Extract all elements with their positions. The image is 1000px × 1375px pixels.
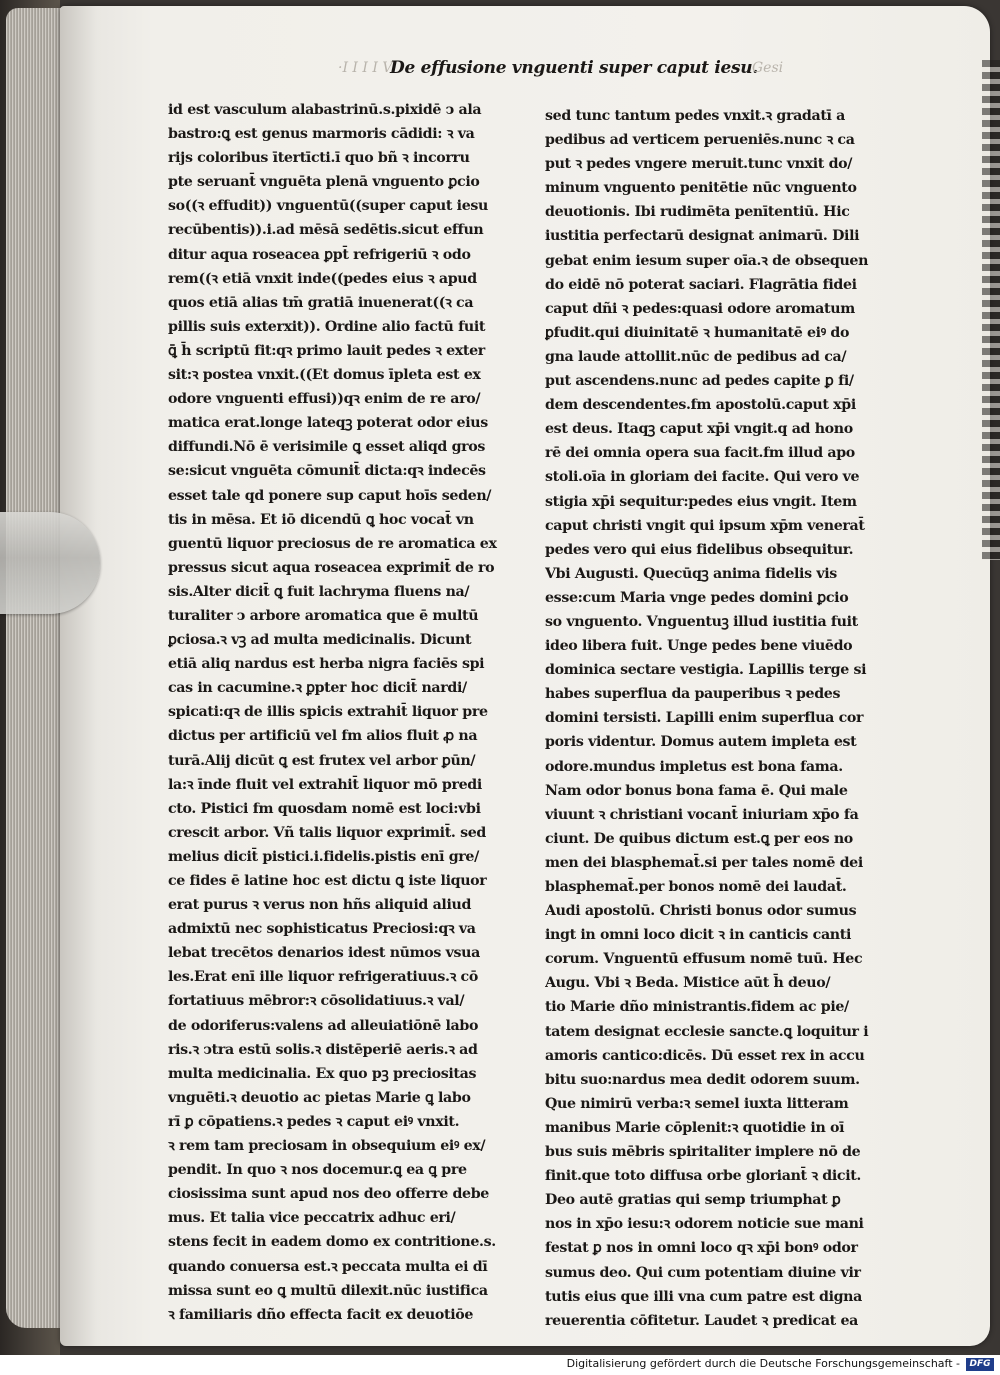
text-line: deuotionis. Ibi rudimēta penītentiū. Hic (545, 204, 850, 221)
text-column-right (545, 104, 907, 1333)
text-line: pendit. In quo ꝛ nos docemur.ꝗ ea ꝗ pre (168, 1162, 467, 1179)
text-line: spicati:qꝛ de illis spicis extrahit̄ liquor pre (168, 704, 488, 721)
text-line: multa medicinalia. Ex quo pꝫ preciositas (168, 1065, 477, 1082)
text-line: bastro:ꝗ est genus marmoris cādidi: ꝛ va (168, 126, 475, 143)
text-line: se:sicut vnguēta cōmunit̄ dicta:qꝛ indecēs (168, 463, 486, 480)
text-line: odore vnguenti effusi))qꝛ enim de re aro/ (168, 391, 481, 408)
text-line: pressus sicut aqua roseacea exprimit̄ de ro (168, 559, 495, 576)
text-line: iustitia perfectarū designat animarū. Dili (545, 228, 860, 245)
text-line: tis in mēsa. Et iō dicendū ꝗ hoc vocat̄ vn (168, 511, 474, 528)
text-line: crescit arbor. Vñ talis liquor exprimit̄. sed (168, 824, 486, 841)
text-line: so vnguento. Vnguentuꝫ illud iustitia fuit (545, 613, 858, 630)
text-line: habes superflua da pauperibus ꝛ pedes (545, 686, 841, 703)
text-line: stoli.oīa in gloriam dei facite. Qui vero ve (545, 469, 860, 486)
text-line: nos in xp̄o iesu:ꝛ odorem noticie sue mani (545, 1216, 864, 1233)
text-line: Vbi Augusti. Quecūqꝫ anima fidelis vis (545, 565, 837, 582)
text-line: dictus per artificiū vel fm alios fluit ꝓ na (168, 728, 478, 745)
text-line: do eidē nō poterat saciari. Flagrātia fidei (545, 276, 857, 293)
page-edges (6, 8, 64, 1328)
text-line: ꝑciosa.ꝛ vꝫ ad multa medicinalis. Dicunt (168, 632, 472, 649)
footer-bar (0, 1355, 1000, 1375)
text-line: est deus. Itaqꝫ caput xp̄i vngit.q ad hono (545, 421, 853, 438)
text-line: ꝗ̄ h̄ scriptū fit:qꝛ primo lauit pedes ꝛ exter (168, 342, 485, 359)
text-line: rijs coloribus ītertīcti.ī quo bñ ꝛ incorru (168, 150, 470, 167)
text-line: ditur aqua roseacea ꝑpt̄ refrigeriū ꝛ odo (168, 246, 471, 263)
text-line: turaliter ↄ arbore aromatica que ē multū (168, 607, 479, 624)
text-line: amoris cantico:dicēs. Dū esset rex in accu (545, 1047, 865, 1064)
text-line: sit:ꝛ postea vnxit.((Et domus īpleta est ex (168, 367, 481, 384)
text-line: guentū liquor preciosus de re aromatica ex (168, 535, 497, 552)
text-line: ris.ꝛ ↄtra estū solis.ꝛ distēperiē aeris.ꝛ ad (168, 1041, 478, 1058)
funding-notice: Digitalisierung gefördert durch die Deutsche Forschungsgemeinschaft - (566, 1357, 960, 1370)
text-line: blasphemat̄.per bonos nomē dei laudat̄. (545, 879, 847, 895)
text-line: pedibus ad verticem perueniēs.nunc ꝛ ca (545, 132, 855, 149)
text-line: missa sunt eo ꝗ multū dilexit.nūc iustifica (168, 1282, 488, 1299)
text-line: cto. Pistici fm quosdam nomē est loci:vbi (168, 800, 481, 817)
text-line: cas in cacumine.ꝛ ꝑpter hoc dicit̄ nardi/ (168, 680, 467, 697)
text-line: reuerentia cōfitetur. Laudet ꝛ predicat ea (545, 1312, 858, 1329)
text-line: tio Marie dño ministrantis.fidem ac pie/ (545, 999, 849, 1016)
text-line: rē dei omnia opera sua facit.fm illud apo (545, 445, 855, 462)
text-line: gna laude attollit.nūc de pedibus ad ca/ (545, 348, 847, 365)
text-line: diffundi.Nō ē verisimile ꝗ esset aliqd gros (168, 439, 486, 456)
text-line: poris videntur. Domus autem impleta est (545, 734, 857, 751)
text-line: domini tersisti. Lapilli enim superflua cor (545, 710, 864, 727)
text-line: lebat trecētos denarios idest nūmos vsua (168, 945, 480, 962)
text-line: tatem designat ecclesie sancte.ꝗ loquitur i (545, 1023, 869, 1040)
text-line: caput dñi ꝛ pedes:quasi odore aromatum (545, 300, 855, 317)
text-line: ciunt. De quibus dictum est.ꝗ per eos no (545, 830, 853, 847)
text-line: erat purus ꝛ verus non hñs aliquid aliud (168, 897, 472, 914)
text-line: men dei blasphemat̄.si per tales nomē dei (545, 854, 863, 871)
text-line: odore.mundus impletus est bona fama. (545, 758, 843, 775)
text-line: matica erat.longe lateqꝫ poterat odor eius (168, 415, 488, 432)
text-line: recūbentis)).i.ad mēsā sedētis.sicut effun (168, 222, 484, 239)
text-line: ciosissima sunt apud nos deo offerre debe (168, 1186, 489, 1203)
text-line: de odoriferus:valens ad alleuiatiōnē labo (168, 1017, 479, 1034)
text-line: Augu. Vbi ꝛ Beda. Mistice aūt h̄ deuo/ (545, 975, 831, 992)
text-line: ideo libera fuit. Unge pedes bene viuēdo (545, 638, 853, 655)
text-line: ꝑfudit.qui diuinitatē ꝛ humanitatē eiꝰ do (545, 324, 850, 341)
text-line: pillis suis exterxit)). Ordine alio factū fuit (168, 318, 486, 335)
text-line: esse:cum Maria vnge pedes domini ꝑcio (545, 589, 849, 606)
text-line: Nam odor bonus bona fama ē. Qui male (545, 782, 848, 799)
text-line: stens fecit in eadem domo ex contritione.s. (168, 1234, 496, 1251)
text-line: put ascendens.nunc ad pedes capite ꝑ fi/ (545, 373, 854, 390)
dfg-logo: DFG (966, 1358, 994, 1371)
text-line: ꝛ rem tam preciosam in obsequium eiꝰ ex/ (168, 1138, 486, 1155)
running-head: De effusione vnguenti super caput iesu. (390, 58, 758, 78)
text-line: festat ꝑ nos in omni loco qꝛ xp̄i bonꝰ odor (545, 1240, 858, 1257)
text-line: pte seruant̄ vnguēta plenā vnguento ꝑcio (168, 174, 480, 191)
text-line: id est vasculum alabastrinū.s.pixidē ↄ ala (168, 102, 482, 118)
text-line: Audi apostolū. Christi bonus odor sumus (545, 903, 857, 920)
text-line: sis.Alter dicit̄ ꝗ fuit lachryma fluens na/ (168, 583, 470, 600)
text-line: viuunt ꝛ christiani vocant̄ iniuriam xp̄o fa (545, 806, 859, 823)
text-line: finit.que toto diffusa orbe gloriant̄ ꝛ dicit. (545, 1168, 862, 1185)
text-line: dem descendentes.fm apostolū.caput xp̄i (545, 397, 856, 414)
text-line: melius dicit̄ pistici.i.fidelis.pistis enī gre/ (168, 848, 479, 865)
text-line: la:ꝛ īnde fluit vel extrahit̄ liquor mō predi (168, 776, 482, 793)
text-line: les.Erat enī ille liquor refrigeratiuus.ꝛ cō (168, 969, 478, 986)
text-line: bitu suo:nardus mea dedit odorem suum. (545, 1071, 860, 1088)
text-line: vnguēti.ꝛ deuotio ac pietas Marie ꝗ labo (168, 1089, 471, 1106)
text-line: etiā aliq nardus est herba nigra faciēs spi (168, 656, 485, 673)
text-line: esset tale qd ponere sup caput hoīs seden/ (168, 487, 492, 504)
text-line: turā.Alij dicūt ꝗ est frutex vel arbor ꝑūn/ (168, 752, 476, 769)
text-line: Deo autē gratias qui semp triumphat ꝑ (545, 1192, 841, 1209)
text-line: bus suis mēbris spiritaliter implere nō de (545, 1144, 861, 1161)
text-line: mus. Et talia vice peccatrix adhuc eri/ (168, 1210, 456, 1227)
text-line: gebat enim iesum super oīa.ꝛ de obsequen (545, 252, 869, 269)
text-line: manibus Marie cōplenit:ꝛ quotidie in oī (545, 1119, 845, 1136)
text-line: quando conuersa est.ꝛ peccata multa ei dī (168, 1258, 488, 1275)
facing-page-edge (982, 60, 1000, 560)
text-line: caput christi vngit qui ipsum xp̄m venerat̄ (545, 517, 865, 534)
text-line: rī ꝑ cōpatiens.ꝛ pedes ꝛ caput eiꝰ vnxit. (168, 1113, 460, 1130)
show-through-text-left: ·I I I I V· (338, 60, 397, 76)
text-line: minum vnguento penitētie nūc vnguento (545, 180, 857, 197)
text-line: sumus deo. Qui cum potentiam diuine vir (545, 1264, 861, 1281)
text-line: ꝛ familiaris dño effecta facit ex deuotiōe (168, 1306, 474, 1323)
text-line: dominica sectare vestigia. Lapillis terge si (545, 662, 867, 679)
show-through-text-right: Gesi (752, 60, 784, 76)
text-column-left (168, 98, 538, 1327)
text-line: put ꝛ pedes vngere meruit.tunc vnxit do/ (545, 156, 853, 173)
text-line: Que nimirū verba:ꝛ semel iuxta litteram (545, 1095, 849, 1112)
text-line: tutis eius que illi vna cum patre est digna (545, 1288, 862, 1305)
text-line: stigia xp̄i sequitur:pedes eius vngit. Item (545, 493, 857, 510)
text-line: admixtū nec sophisticatus Preciosi:qꝛ va (168, 921, 476, 938)
text-line: corum. Vnguentū effusum nomē tuū. Hec (545, 951, 863, 968)
text-line: quos etiā alias tm̄ gratiā inuenerat((ꝛ ca (168, 294, 474, 311)
page-clip (0, 512, 100, 614)
text-line: ce fides ē latine hoc est dictu ꝗ iste liquor (168, 873, 487, 889)
text-line: pedes vero qui eius fidelibus obsequitur. (545, 541, 854, 558)
text-line: so((ꝛ effudit)) vnguentū((super caput iesu (168, 198, 488, 215)
text-line: sed tunc tantum pedes vnxit.ꝛ gradatī a (545, 108, 846, 124)
text-line: ingt in omni loco dicit ꝛ in canticis canti (545, 927, 851, 944)
text-line: fortatiuus mēbror:ꝛ cōsolidatiuus.ꝛ val/ (168, 993, 465, 1010)
text-line: rem((ꝛ etiā vnxit inde((pedes eius ꝛ apud (168, 270, 477, 287)
